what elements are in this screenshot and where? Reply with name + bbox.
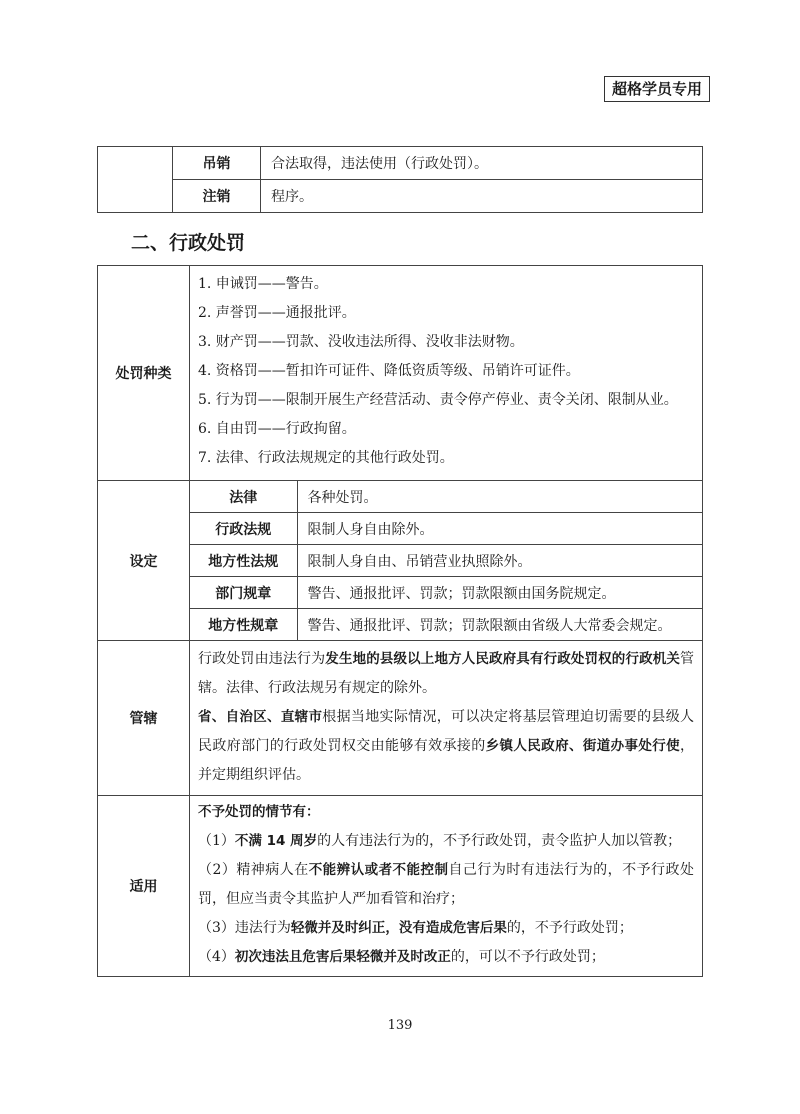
application-content bbox=[190, 796, 703, 977]
text-run: 管辖。法律、行政法规另有规定的除外。 bbox=[198, 650, 695, 696]
text-run: 行政处罚由违法行为 bbox=[198, 650, 326, 667]
emphasis-text: 轻微并及时纠正，没有造成危害后果 bbox=[290, 920, 507, 936]
table-row bbox=[98, 180, 703, 213]
table-row bbox=[98, 796, 703, 977]
list-item bbox=[198, 827, 694, 856]
empty-cell bbox=[98, 147, 173, 213]
list-item: 3. 财产罚——罚款、没收违法所得、没收非法财物。 bbox=[198, 333, 524, 350]
revoke-text: 合法取得，违法使用（行政处罚）。 bbox=[261, 147, 703, 180]
text-run: （3）违法行为 bbox=[198, 920, 291, 936]
list-item: 6. 自由罚——行政拘留。 bbox=[198, 420, 356, 437]
exclusive-badge: 超格学员专用 bbox=[604, 76, 710, 102]
setting-row-label: 法律 bbox=[190, 481, 297, 513]
text-run: 的，不予行政处罚； bbox=[506, 920, 633, 936]
cancel-label: 注销 bbox=[173, 180, 261, 213]
application-heading bbox=[198, 798, 694, 827]
text-run: （2）精神病人在 bbox=[198, 862, 309, 878]
list-item bbox=[198, 914, 694, 943]
text-run: 的，可以不予行政处罚； bbox=[450, 949, 605, 965]
emphasis-text: 初次违法且危害后果轻微并及时改正 bbox=[234, 949, 451, 965]
emphasis-text: 不予处罚的情节有： bbox=[198, 804, 320, 820]
emphasis-text: 乡镇人民政府、街道办事处行使 bbox=[485, 737, 681, 754]
setting-row-text: 各种处罚。 bbox=[297, 481, 702, 513]
list-item: 7. 法律、行政法规规定的其他行政处罚。 bbox=[198, 449, 454, 466]
setting-row-text: 警告、通报批评、罚款；罚款限额由国务院规定。 bbox=[297, 577, 702, 609]
table-row bbox=[98, 641, 703, 796]
setting-row-text: 限制人身自由、吊销营业执照除外。 bbox=[297, 545, 702, 577]
administrative-penalty-table bbox=[97, 265, 703, 977]
text-run: 自己行为时有违法行为的，不予行政处罚，但应当责令其监护人严加看管和治疗； bbox=[198, 862, 695, 907]
revocation-table bbox=[97, 146, 703, 213]
table-row bbox=[98, 481, 703, 641]
cancel-text: 程序。 bbox=[261, 180, 703, 213]
emphasis-text: 发生地的县级以上地方人民政府具有行政处罚权的行政机关 bbox=[325, 650, 681, 667]
table-row bbox=[190, 609, 702, 641]
emphasis-text: 不满 14 周岁 bbox=[234, 833, 318, 849]
application-label: 适用 bbox=[98, 796, 190, 977]
setting-row-label: 地方性法规 bbox=[190, 545, 297, 577]
revoke-label: 吊销 bbox=[173, 147, 261, 180]
text-run: （4） bbox=[198, 949, 235, 965]
list-item: 2. 声誉罚——通报批评。 bbox=[198, 304, 356, 321]
text-run: 的人有违法行为的，不予行政处罚，责令监护人加以管教； bbox=[317, 833, 682, 849]
list-item: 1. 申诫罚——警告。 bbox=[198, 275, 328, 292]
emphasis-text: 省、自治区、直辖市 bbox=[198, 708, 323, 725]
text-run: （1） bbox=[198, 833, 235, 849]
jurisdiction-paragraph-1 bbox=[198, 645, 694, 703]
text-run: 根据当地实际情况，可以决定将基层管理迫切需要的县级人民政府部门的行政处罚权交由能够有效承接的 bbox=[198, 708, 695, 754]
section-title: 二、行政处罚 bbox=[131, 232, 246, 254]
table-row bbox=[190, 545, 702, 577]
table-row bbox=[190, 577, 702, 609]
jurisdiction-paragraph-2 bbox=[198, 703, 694, 790]
punishment-types-label: 处罚种类 bbox=[98, 266, 190, 481]
list-item: 5. 行为罚——限制开展生产经营活动、责令停产停业、责令关闭、限制从业。 bbox=[198, 391, 678, 408]
setting-row-label: 行政法规 bbox=[190, 513, 297, 545]
list-item bbox=[198, 943, 694, 972]
jurisdiction-label: 管辖 bbox=[98, 641, 190, 796]
emphasis-text: 不能辨认或者不能控制 bbox=[308, 862, 449, 878]
text-run: ，并定期组织评估。 bbox=[198, 737, 695, 783]
setting-cell bbox=[190, 481, 703, 641]
list-item bbox=[198, 856, 694, 914]
setting-row-label: 部门规章 bbox=[190, 577, 297, 609]
setting-row-text: 限制人身自由除外。 bbox=[297, 513, 702, 545]
setting-subtable bbox=[190, 481, 702, 640]
jurisdiction-content bbox=[190, 641, 703, 796]
table-row bbox=[98, 147, 703, 180]
list-item: 4. 资格罚——暂扣许可证件、降低资质等级、吊销许可证件。 bbox=[198, 362, 580, 379]
setting-label: 设定 bbox=[98, 481, 190, 641]
setting-row-label: 地方性规章 bbox=[190, 609, 297, 641]
page-number: 139 bbox=[387, 1018, 413, 1033]
table-row bbox=[98, 266, 703, 481]
table-row bbox=[190, 513, 702, 545]
punishment-types-list bbox=[190, 266, 703, 481]
setting-row-text: 警告、通报批评、罚款；罚款限额由省级人大常委会规定。 bbox=[297, 609, 702, 641]
table-row bbox=[190, 481, 702, 513]
